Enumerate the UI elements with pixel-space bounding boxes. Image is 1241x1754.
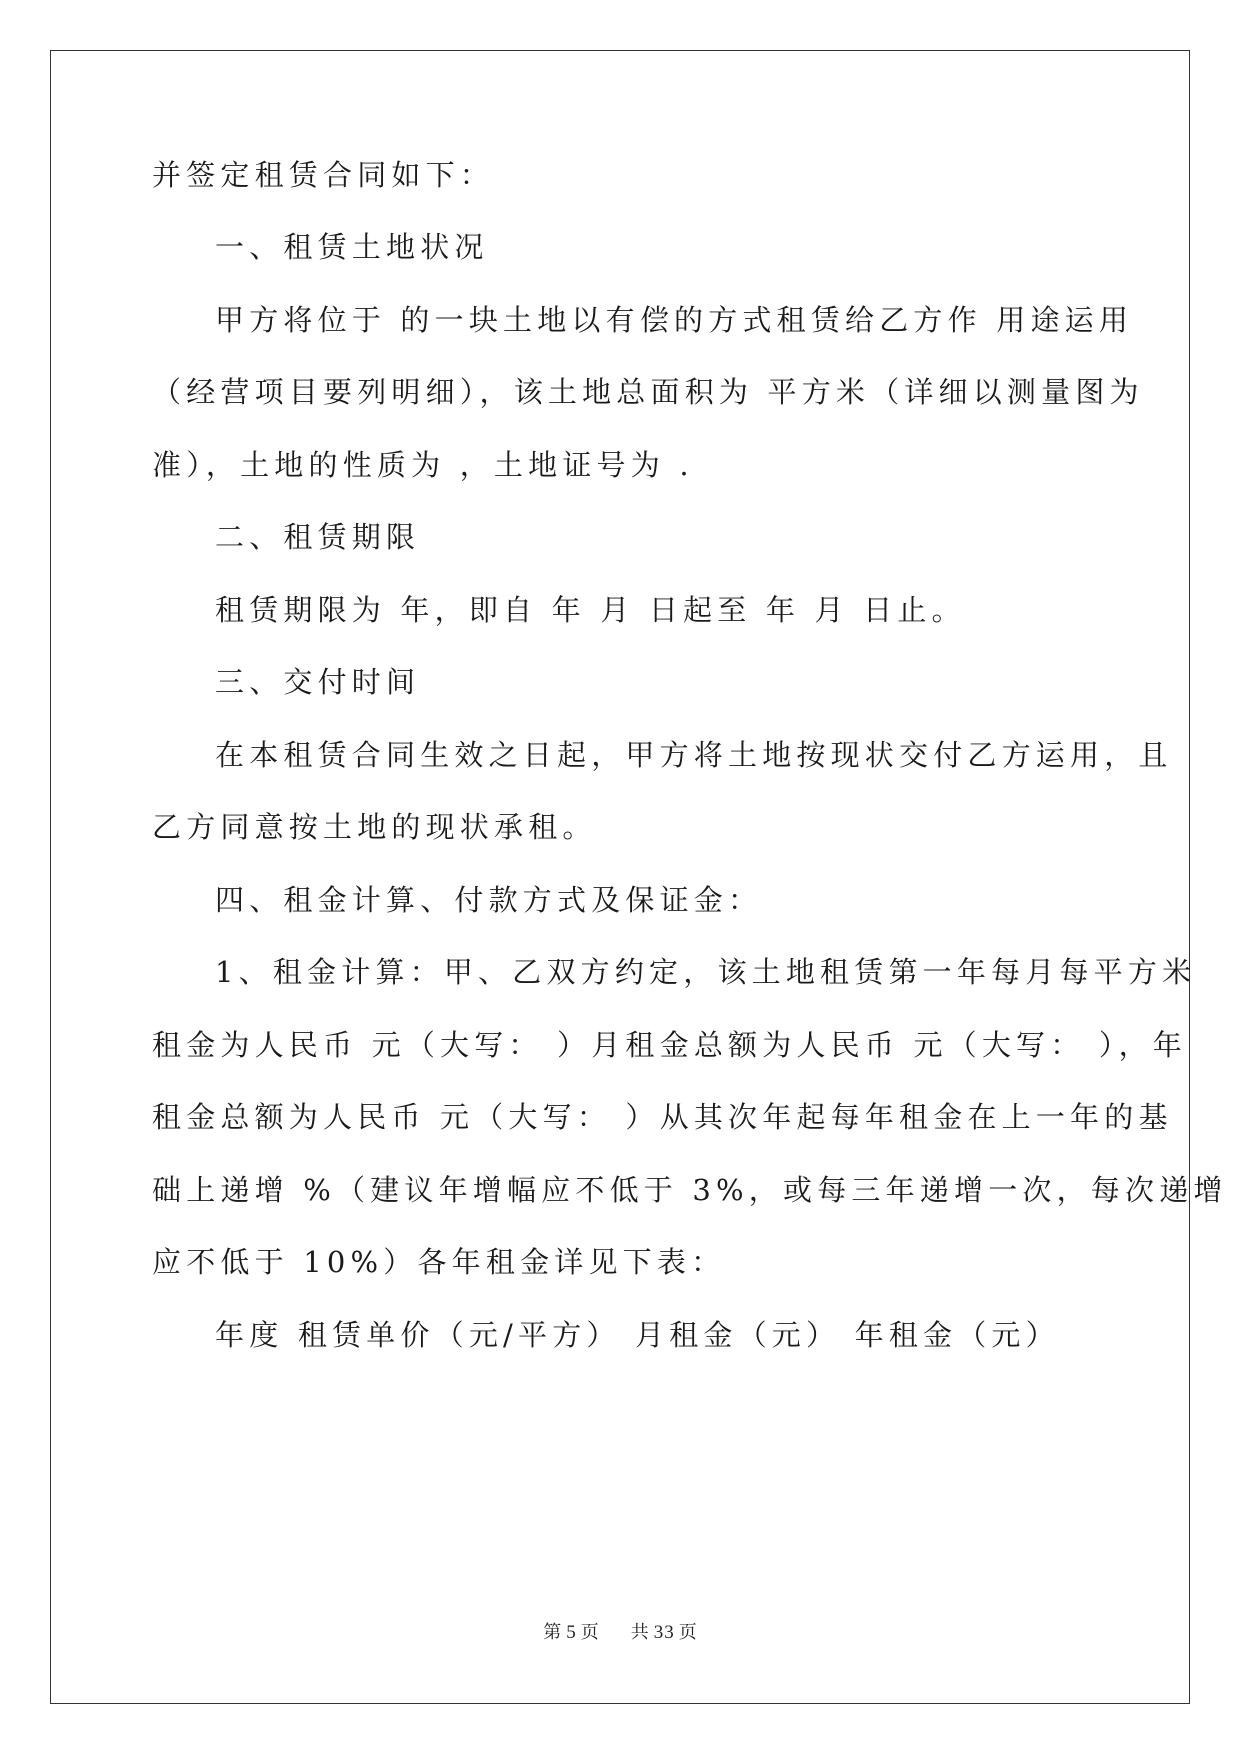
text-line: 租金为人民币 元（大写： ）月租金总额为人民币 元（大写： ），年 xyxy=(152,1028,1187,1062)
total-pages: 33 xyxy=(653,1622,675,1643)
text-line: 应不低于 10%）各年租金详见下表： xyxy=(152,1245,726,1279)
page-prefix: 第 xyxy=(543,1622,563,1643)
table-header-line: 年度 租赁单价（元/平方） 月租金（元） 年租金（元） xyxy=(215,1318,1060,1352)
page-border xyxy=(50,50,1190,1704)
page-number: 5 xyxy=(566,1622,577,1643)
total-suffix: 页 xyxy=(678,1622,698,1643)
section-heading-3: 三、交付时间 xyxy=(215,665,421,699)
text-line: 1、租金计算：甲、乙双方约定，该土地租赁第一年每月每平方米 xyxy=(215,955,1197,989)
page-suffix: 页 xyxy=(580,1622,600,1643)
section-heading-1: 一、租赁土地状况 xyxy=(215,230,489,264)
text-line: （经营项目要列明细），该土地总面积为 平方米（详细以测量图为 xyxy=(152,375,1144,409)
text-line: 并签定租赁合同如下： xyxy=(152,158,495,192)
section-heading-2: 二、租赁期限 xyxy=(215,520,421,554)
text-line: 乙方同意按土地的现状承租。 xyxy=(152,810,597,844)
text-line: 准），土地的性质为 ，土地证号为 . xyxy=(152,448,694,482)
page-footer xyxy=(0,1618,1241,1644)
text-line: 础上递增 %（建议年增幅应不低于 3%，或每三年递增一次，每次递增 xyxy=(152,1173,1228,1207)
total-prefix: 共 xyxy=(630,1622,650,1643)
section-heading-4: 四、租金计算、付款方式及保证金： xyxy=(215,883,763,917)
text-line: 租金总额为人民币 元（大写： ）从其次年起每年租金在上一年的基 xyxy=(152,1100,1173,1134)
text-line: 甲方将位于 的一块土地以有偿的方式租赁给乙方作 用途运用 xyxy=(215,303,1134,337)
text-line: 租赁期限为 年，即自 年 月 日起至 年 月 日止。 xyxy=(215,593,966,627)
text-line: 在本租赁合同生效之日起，甲方将土地按现状交付乙方运用，且 xyxy=(215,738,1173,772)
